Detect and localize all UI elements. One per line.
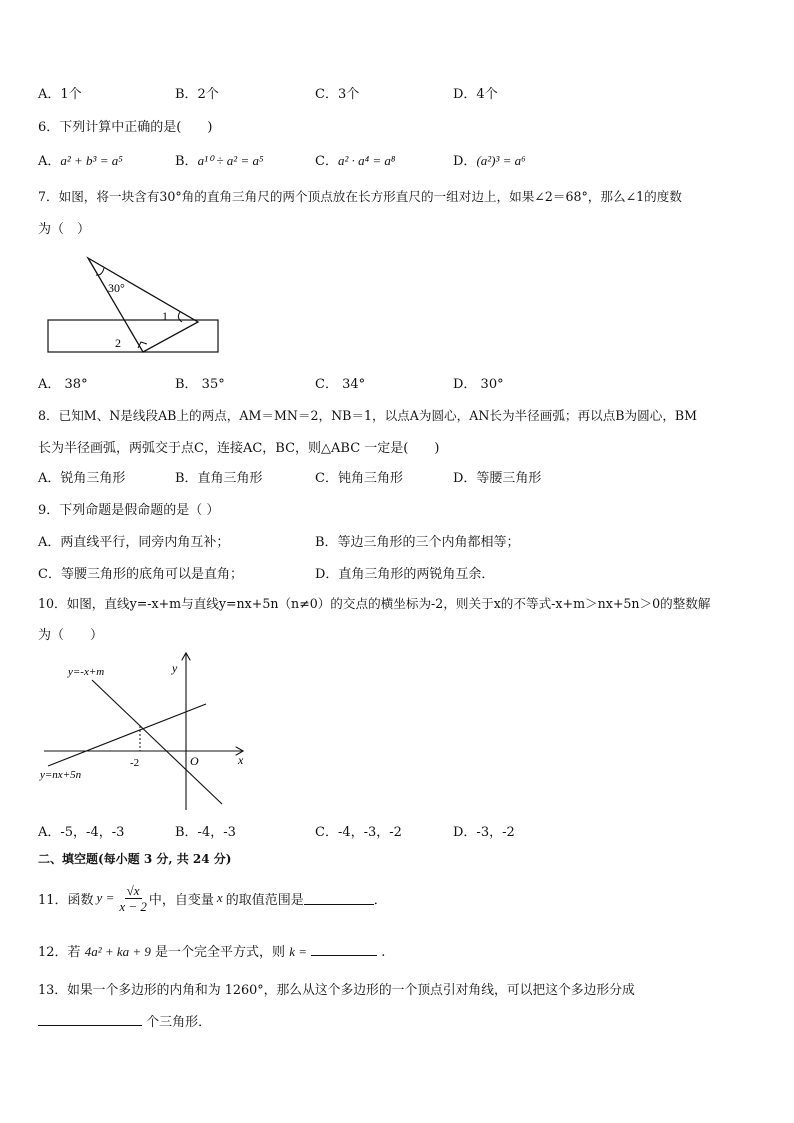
q11-fraction [117, 883, 149, 914]
q8-option-d: D．等腰三角形 [453, 471, 542, 486]
q10-stem-line1: 10．如图，直线y=-x+m与直线y=nx+5n（n≠0）的交点的横坐标为-2，则关于x的不等式-x+m＞nx+5n＞0的整数解 [38, 596, 711, 611]
q10-option-d: D．-3，-2 [453, 825, 515, 840]
q13-line1: 13．如果一个多边形的内角和为 1260°，那么从这个多边形的一个顶点引对角线，可以把这个多边形分成 [38, 983, 635, 998]
q9-options-row1 [38, 531, 758, 549]
q6-option-a: A．a² + b³ = a⁵ [38, 153, 123, 169]
q10-stem-line2: 为（ ） [38, 628, 104, 643]
q8-stem-line1: 8．已知M、N是线段AB上的两点，AM＝MN＝2，NB＝1，以点A为圆心，AN长为半径画弧；再以点B为圆心，BM [38, 408, 698, 423]
tick-label-neg2: -2 [130, 757, 140, 769]
q10-options [38, 821, 758, 839]
q13-line2: 个三角形． [38, 1011, 211, 1030]
right-angle-marker [138, 342, 147, 348]
q5-option-b: B．2个 [175, 87, 219, 102]
q7-options [38, 373, 758, 391]
triangle [88, 258, 198, 352]
q11-func-y: y = [96, 890, 115, 905]
q6-options [38, 150, 758, 168]
q11-denominator: x − 2 [119, 898, 147, 914]
q5-option-a: A．1个 [38, 87, 82, 102]
q7-figure [40, 252, 230, 362]
q8-option-c: C．钝角三角形 [315, 471, 403, 486]
q11-answer-blank[interactable] [304, 891, 374, 905]
q10-option-a: A．-5，-4，-3 [38, 825, 125, 840]
q9-option-a: A．两直线平行，同旁内角互补； [38, 535, 230, 550]
label-30-degree: 30° [108, 281, 125, 295]
q6-option-c-math: a² · a⁴ = a⁸ [337, 153, 396, 168]
x-axis-label: x [238, 753, 244, 767]
q12-expr: 4a² + ka + 9 [84, 944, 151, 959]
q6-stem: 6．下列计算中正确的是( ) [38, 120, 213, 135]
q8-options [38, 467, 758, 485]
q7-stem-line1: 7．如图，将一块含有30°角的直角三角尺的两个顶点放在长方形直尺的一组对边上，如果∠2＝68°，那么∠1的度数 [38, 189, 682, 204]
q8-option-a: A．锐角三角形 [38, 471, 126, 486]
q6-option-d: D．(a²)³ = a⁶ [453, 153, 526, 169]
q9-stem: 9．下列命题是假命题的是（ ） [38, 503, 220, 518]
origin-label: O [190, 754, 199, 768]
q8-stem-line2: 长为半径画弧，两弧交于点C，连接AC，BC，则△ABC 一定是( ) [38, 441, 440, 456]
q9-option-d: D．直角三角形的两锐角互余． [315, 567, 495, 582]
q7-option-b: B． 35° [175, 377, 225, 392]
q6-option-b: B．a¹⁰ ÷ a² = a⁵ [175, 153, 264, 169]
q8-option-b: B．直角三角形 [175, 471, 263, 486]
q7-stem-line2: 为（ ） [38, 222, 91, 237]
q6-option-c: C．a² · a⁴ = a⁸ [315, 153, 396, 169]
label-angle-2: 2 [115, 336, 121, 350]
q7-option-c: C． 34° [315, 377, 366, 392]
section2-heading: 二、填空题(每小题 3 分, 共 24 分) [38, 852, 232, 866]
q5-options [38, 83, 758, 101]
line1-label: y=-x+m [68, 666, 105, 678]
q6-option-b-math: a¹⁰ ÷ a² = a⁵ [197, 153, 264, 168]
q7-option-d: D． 30° [453, 377, 504, 392]
q9-options-row2 [38, 563, 758, 581]
q12-answer-blank[interactable] [311, 942, 377, 956]
q10-option-c: C．-4，-3，-2 [315, 825, 402, 840]
q6-option-a-math: a² + b³ = a⁵ [60, 153, 123, 168]
q11-numerator: √x [126, 882, 140, 898]
label-angle-1: 1 [162, 309, 168, 323]
q10-option-b: B．-4，-3 [175, 825, 236, 840]
line2-label: y=nx+5n [40, 769, 82, 781]
y-axis-label: y [172, 661, 178, 675]
q13-answer-blank[interactable] [38, 1012, 142, 1026]
q10-figure [36, 644, 256, 816]
line-y-neg-x-plus-m [92, 680, 222, 804]
q9-option-c: C．等腰三角形的底角可以是直角； [38, 567, 243, 582]
q5-option-d: D．4个 [453, 87, 498, 102]
q12: 12．若 4a² + ka + 9 是一个完全平方式，则 k = . [38, 944, 386, 960]
q9-option-b: B．等边三角形的三个内角都相等； [315, 535, 520, 550]
q5-option-c: C．3个 [315, 87, 360, 102]
q11: 11．函数 y = $\frac{√x}{x - 2}$ 中，自变量 x 的取值范围是 ． [38, 882, 387, 914]
q6-option-d-math: (a²)³ = a⁶ [476, 153, 526, 168]
q7-option-a: A． 38° [38, 377, 88, 392]
